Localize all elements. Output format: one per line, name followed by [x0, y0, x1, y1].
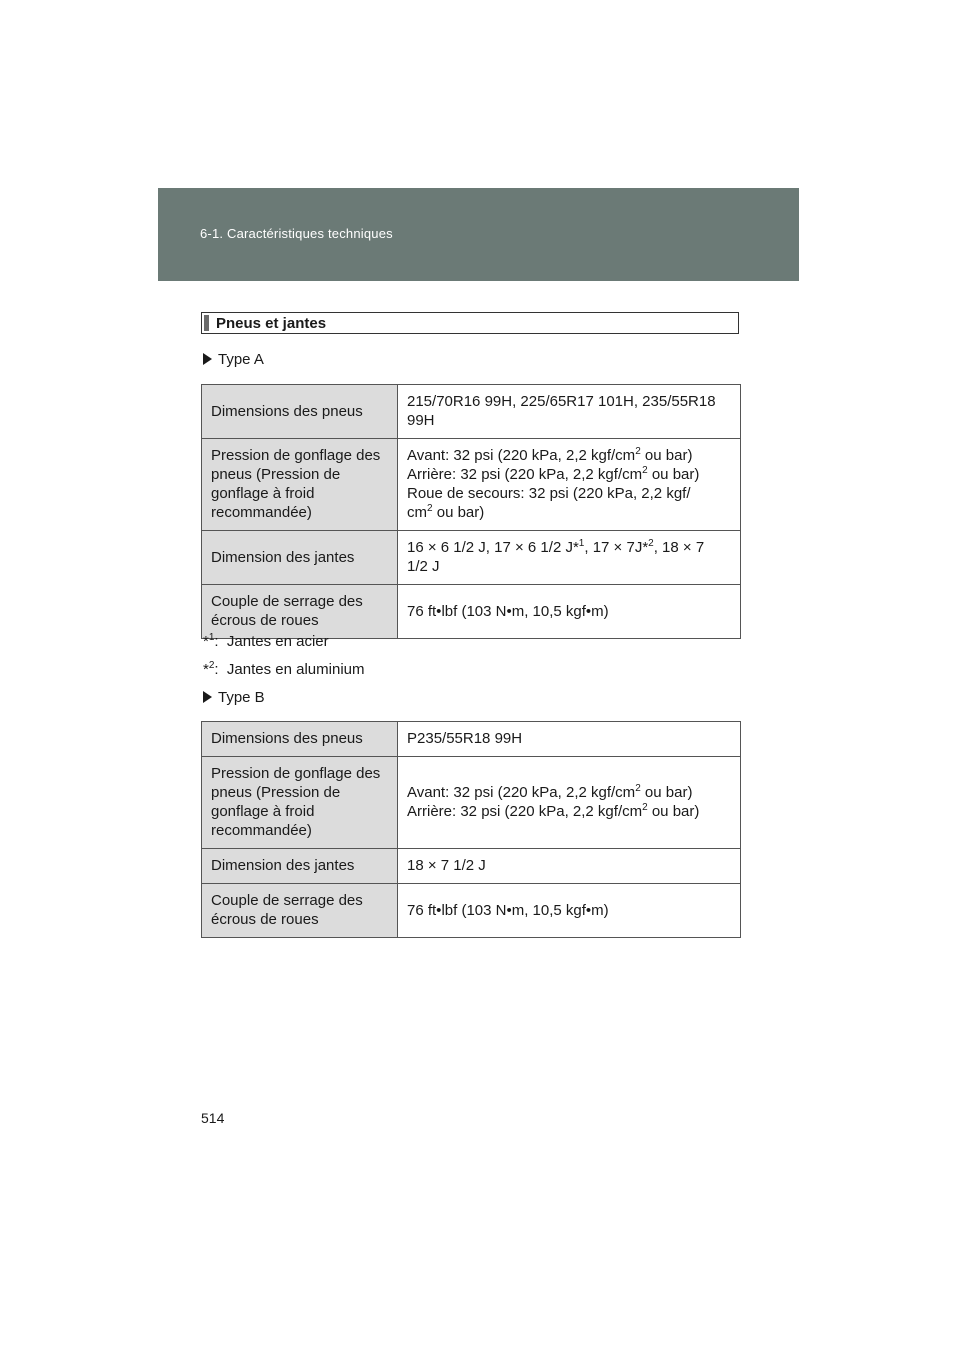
row-key: Pression de gonflage des pneus (Pression de gonflage à froid recommandée) [202, 439, 398, 531]
table-row [202, 849, 741, 884]
table-row [202, 385, 741, 439]
footnote-1: *$^1$: Jantes en acier [203, 632, 329, 650]
value-line: Avant: 32 psi (220 kPa, 2,2 kgf/$cm^2$ ou bar) [407, 783, 693, 801]
row-value [398, 439, 741, 531]
table-row [202, 884, 741, 938]
row-value: P235/55R18 99H [398, 722, 741, 757]
triangle-bullet-icon [203, 353, 212, 365]
table-row [202, 722, 741, 757]
row-key: Couple de serrage des écrous de roues [202, 585, 398, 639]
row-key: Couple de serrage des écrous de roues [202, 884, 398, 938]
section-title: Pneus et jantes [216, 315, 327, 332]
row-value: 18 × 7 1/2 J [398, 849, 741, 884]
row-value [398, 757, 741, 849]
footnote-mark: *$^2$: [203, 660, 219, 678]
value-line: Arrière: 32 psi (220 kPa, 2,2 kgf/$cm^2$ ou bar) [407, 465, 700, 483]
type-b-table [201, 721, 741, 938]
type-b-label: Type B [203, 689, 265, 706]
row-key: Dimension des jantes [202, 849, 398, 884]
value-line: Roue de secours: 32 psi (220 kPa, 2,2 kgf/ $cm^2$ ou bar) [407, 485, 691, 521]
row-value: 76 ft•lbf (103 N•m, 10,5 kgf•m) [398, 585, 741, 639]
table-row [202, 439, 741, 531]
title-accent-bar [204, 315, 209, 331]
section-title-box [201, 312, 739, 334]
footnote-mark: *$^1$: [203, 632, 219, 650]
footnote-2: *$^2$: Jantes en aluminium [203, 660, 365, 678]
row-value: 215/70R16 99H, 225/65R17 101H, 235/55R18 99H [398, 385, 741, 439]
triangle-bullet-icon [203, 691, 212, 703]
table-row [202, 531, 741, 585]
row-key: Pression de gonflage des pneus (Pression de gonflage à froid recommandée) [202, 757, 398, 849]
row-key: Dimensions des pneus [202, 385, 398, 439]
table-row [202, 585, 741, 639]
value-line: Avant: 32 psi (220 kPa, 2,2 kgf/$cm^2$ ou bar) [407, 446, 693, 464]
value-line: Arrière: 32 psi (220 kPa, 2,2 kgf/$cm^2$ ou bar) [407, 802, 700, 820]
chapter-header [158, 188, 799, 281]
breadcrumb: 6-1. Caractéristiques techniques [200, 226, 393, 241]
type-a-label: Type A [203, 351, 264, 368]
table-row [202, 757, 741, 849]
row-value: 76 ft•lbf (103 N•m, 10,5 kgf•m) [398, 884, 741, 938]
row-key: Dimensions des pneus [202, 722, 398, 757]
page-number: 514 [201, 1110, 225, 1126]
row-value: 16 × 6 1/2 J, 17 × 6 1/2 J*$^1$, 17 × 7J*$^2$, 18 × 7 1/2 J [398, 531, 741, 585]
row-key: Dimension des jantes [202, 531, 398, 585]
type-a-table [201, 384, 741, 639]
